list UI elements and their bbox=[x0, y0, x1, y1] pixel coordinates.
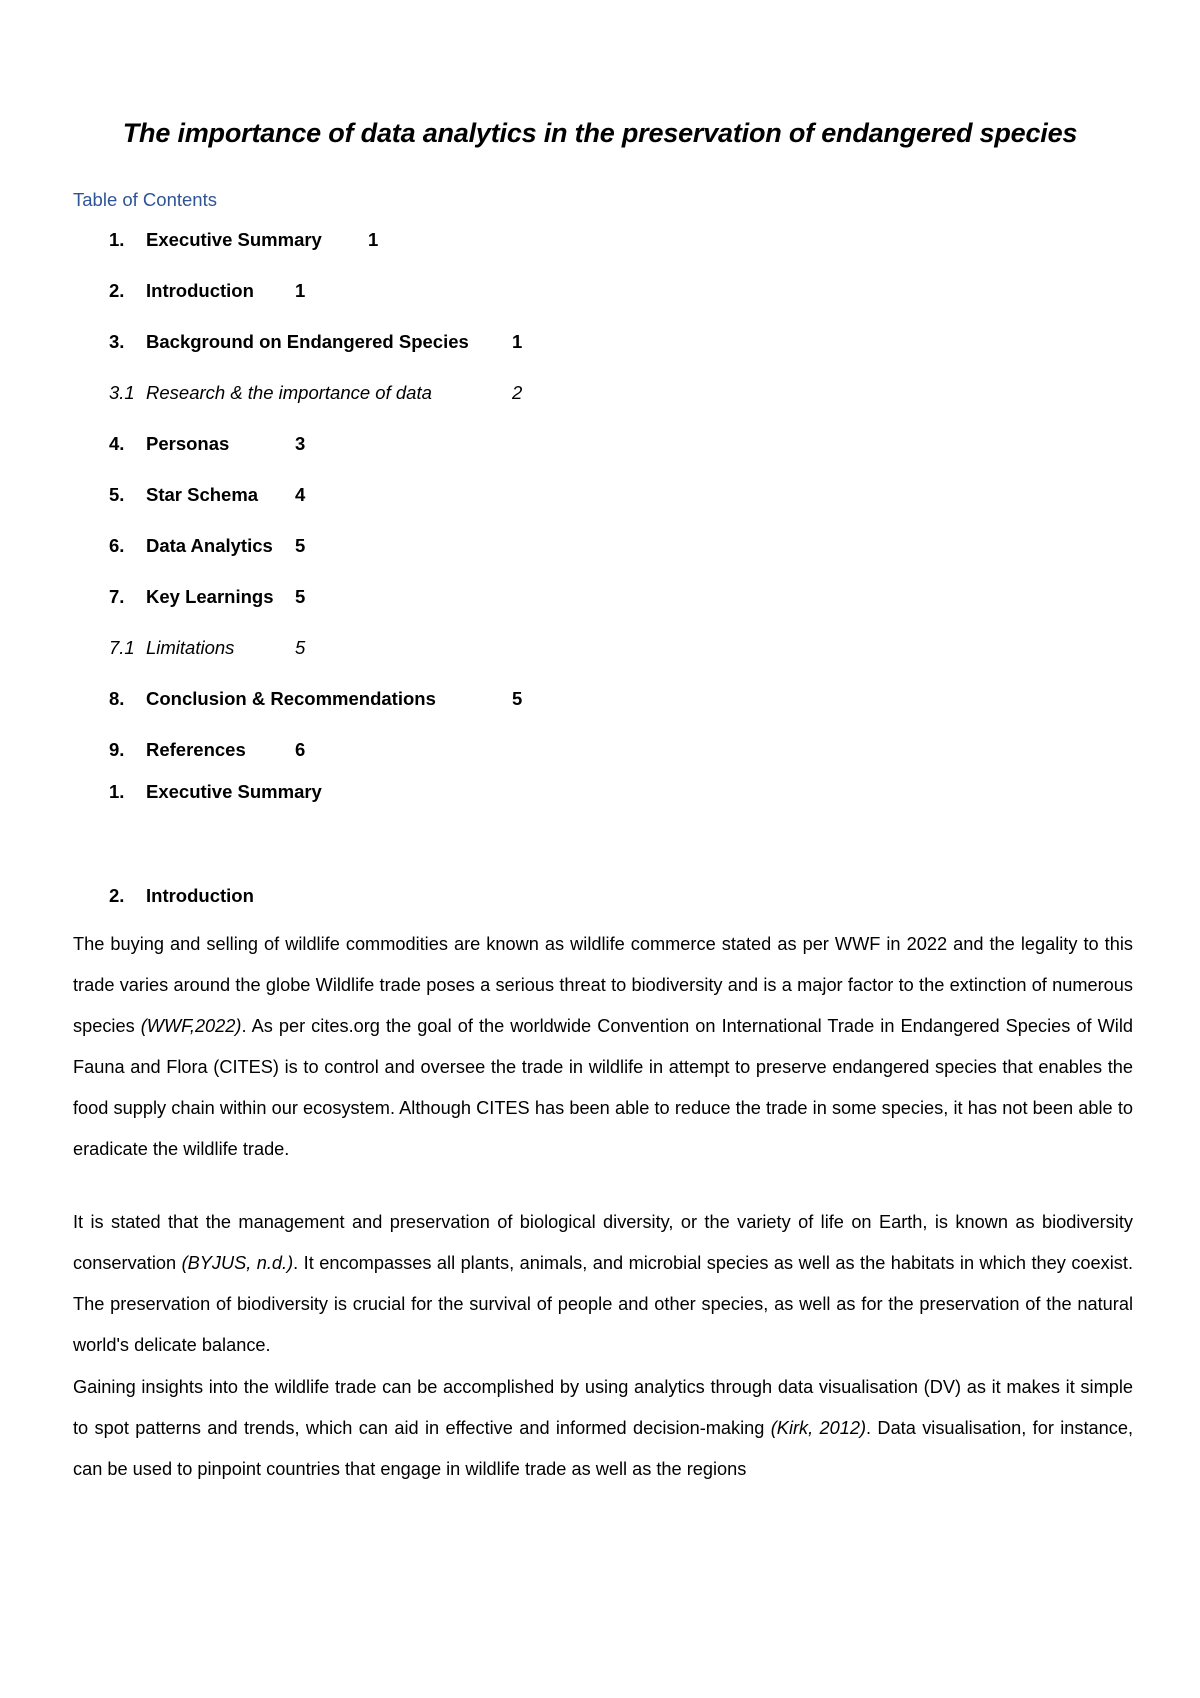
toc-entry-number: 4. bbox=[109, 433, 125, 454]
toc-entry[interactable] bbox=[0, 381, 1200, 405]
toc-entry-page: 1 bbox=[295, 280, 306, 301]
toc-entry-page: 4 bbox=[295, 484, 306, 505]
paragraph-text: Gaining insights into the wildlife trade can be accomplished by using analytics through data visualisation (DV) as it makes it simple to spot patterns and trends, which can aid in effective and informed decision-making bbox=[73, 1377, 1133, 1438]
paragraph-text: . Data visualisation, for instance, can be used to pinpoint countries that engage in wildlife trade as well as the regions bbox=[73, 1418, 1134, 1479]
toc-entry-page: 3 bbox=[295, 433, 306, 454]
toc-heading: Table of Contents bbox=[73, 189, 217, 210]
section-title: Executive Summary bbox=[146, 781, 322, 802]
toc-entry-page: 5 bbox=[295, 586, 306, 607]
toc-entry[interactable] bbox=[0, 432, 1200, 456]
toc-entry[interactable] bbox=[0, 534, 1200, 558]
toc-entry-page: 5 bbox=[295, 535, 306, 556]
document-title: The importance of data analytics in the preservation of endangered species bbox=[122, 118, 1078, 148]
citation: (Kirk, 2012) bbox=[770, 1418, 867, 1438]
toc-entry-page: 5 bbox=[295, 637, 306, 658]
toc-entry[interactable] bbox=[0, 228, 1200, 252]
paragraph-text: . It encompasses all plants, animals, and microbial species as well as the habitats in which they coexist. The preservation of biodiversity is crucial for the survival of people and other species, as well as for the preservation of the natural world's delicate balance. bbox=[73, 1253, 1133, 1355]
paragraph-text: The buying and selling of wildlife commodities are known as wildlife commerce stated as per WWF in 2022 and the legality to this trade varies around the globe Wildlife trade poses a serious threat to biodiversity and is a major factor to the extinction of numerous species bbox=[73, 934, 1133, 1036]
toc-entry[interactable] bbox=[0, 483, 1200, 507]
section-title: Introduction bbox=[146, 885, 254, 906]
section-number: 1. bbox=[109, 781, 125, 802]
toc-entry-number: 7.1 bbox=[109, 637, 135, 658]
section-number: 2. bbox=[109, 885, 125, 906]
toc-entry[interactable] bbox=[0, 330, 1200, 354]
toc-entry-title: Background on Endangered Species bbox=[146, 331, 469, 352]
toc-entry-title: Key Learnings bbox=[146, 586, 274, 607]
toc-entry-number: 5. bbox=[109, 484, 125, 505]
toc-entry-title: Introduction bbox=[146, 280, 254, 301]
toc-entry-page: 5 bbox=[512, 688, 523, 709]
toc-entry[interactable] bbox=[0, 738, 1200, 762]
toc-entry[interactable] bbox=[0, 687, 1200, 711]
toc-entry-page: 1 bbox=[512, 331, 523, 352]
toc-entry-title: Star Schema bbox=[146, 484, 259, 505]
toc-entry-number: 6. bbox=[109, 535, 125, 556]
paragraph-text: . As per cites.org the goal of the worldwide Convention on International Trade in Endangered Species of Wild Fauna and Flora (CITES) is to control and oversee the trade in wildlife in attempt to preserve endangered species that enables the food supply chain within our ecosystem. Although CITES has been able to reduce the trade in some species, it has not been able to eradicate the wildlife trade. bbox=[73, 1016, 1133, 1159]
toc-entry-page: 2 bbox=[512, 382, 523, 403]
toc-entry-number: 9. bbox=[109, 739, 125, 760]
toc-entry-number: 1. bbox=[109, 229, 125, 250]
toc-entry[interactable] bbox=[0, 636, 1200, 660]
paragraph-biodiversity-conservation bbox=[73, 1202, 1133, 1366]
toc-entry[interactable] bbox=[0, 279, 1200, 303]
toc-entry-title: Limitations bbox=[146, 637, 235, 658]
toc-entry-number: 8. bbox=[109, 688, 125, 709]
citation: (WWF,2022) bbox=[140, 1016, 242, 1036]
toc-entry-title: Executive Summary bbox=[146, 229, 322, 250]
toc-entry-number: 2. bbox=[109, 280, 125, 301]
toc-entry-title: Research & the importance of data bbox=[146, 382, 432, 403]
paragraph-wildlife-commerce bbox=[73, 924, 1133, 1170]
paragraph-text: It is stated that the management and preservation of biological diversity, or the variety of life on Earth, is known as biodiversity conservation bbox=[73, 1212, 1133, 1273]
toc-entry-title: References bbox=[146, 739, 246, 760]
toc-entry[interactable] bbox=[0, 585, 1200, 609]
toc-entry-number: 3.1 bbox=[109, 382, 135, 403]
paragraph-data-visualisation bbox=[73, 1367, 1133, 1490]
toc-entry-number: 7. bbox=[109, 586, 125, 607]
toc-entry-title: Data Analytics bbox=[146, 535, 273, 556]
citation: (BYJUS, n.d.) bbox=[181, 1253, 294, 1273]
toc-entry-title: Personas bbox=[146, 433, 230, 454]
toc-entry-page: 6 bbox=[295, 739, 306, 760]
toc-entry-number: 3. bbox=[109, 331, 125, 352]
toc-entry-title: Conclusion & Recommendations bbox=[146, 688, 436, 709]
toc-entry-page: 1 bbox=[368, 229, 379, 250]
